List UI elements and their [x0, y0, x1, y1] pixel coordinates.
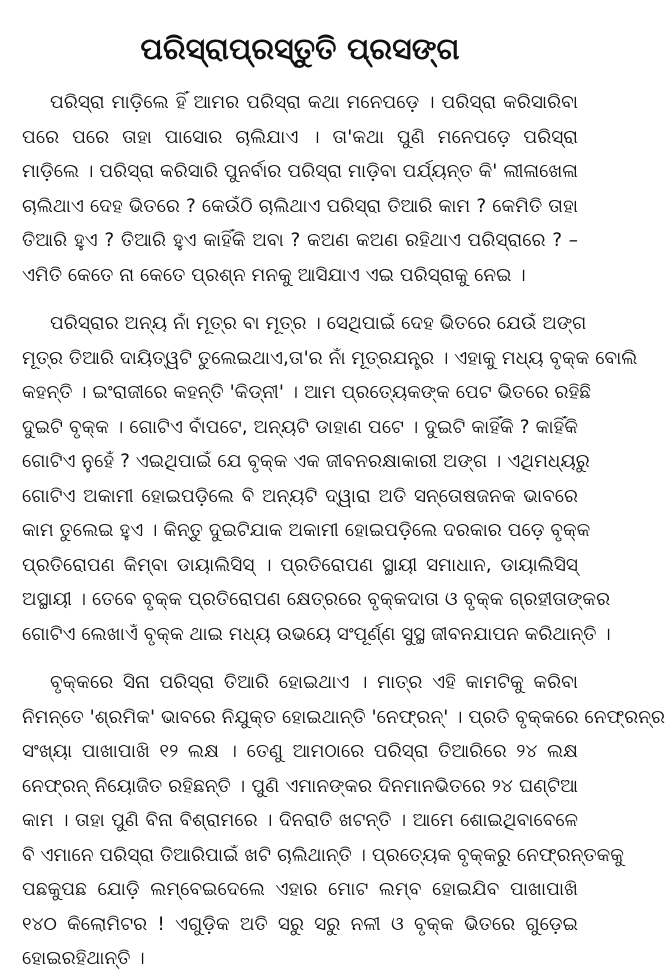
- text-line: ସଂଖ୍ୟା ପାଖାପାଖି ୧୨ ଲକ୍ଷ । ତେଣୁ ଆମଠାରେ ପରିସ୍ରା ତିଆରିରେ ୨୪ ଲକ୍ଷ: [22, 741, 578, 762]
- text-line: ଅସ୍ଥାୟୀ । ତେବେ ବୃକ୍କ ପ୍ରତିରୋପଣ କ୍ଷେତ୍ରରେ ବୃକ୍କଦାତା ଓ ବୃକ୍କ ଗ୍ରହୀତାଙ୍କର: [22, 589, 611, 610]
- text-line: ବି ଏମାନେ ପରିସ୍ରା ତିଆରିପାଇଁ ଖଟି ଚାଲିଥାନ୍ତି । ପ୍ରତ୍ୟେକ ବୃକ୍କରୁ ନେଫ୍ରନ୍‌ତକକୁ: [22, 844, 624, 866]
- text-line: ପରେ ପରେ ତାହା ପାସୋର ଚାଲିଯାଏ । ତା'କଥା ପୁଣି ମନେପଡ଼େ ପରିସ୍ରା: [22, 126, 578, 148]
- text-line: ଦୁଇଟି ବୃକ୍କ । ଗୋଟିଏ ବାଁପଟେ, ଅନ୍ୟଟି ଡାହାଣ ପଟେ । ଦୁଇଟି କାହିଁକି ? କାହିଁକି: [22, 416, 578, 438]
- text-line: ବୃକ୍କରେ ସିନା ପରିସ୍ରା ତିଆରି ହୋଇଥାଏ । ମାତ୍ର ଏହି କାମଟିକୁ କରିବା: [50, 672, 578, 693]
- text-line: ପରିସ୍ରାର ଅନ୍ୟ ନାଁ ମୂତ୍ର ବା ମୂତ୍ର । ସେଥିପାଇଁ ଦେହ ଭିତରେ ଯେଉଁ ଅଙ୍ଗ: [50, 313, 587, 334]
- text-line: ଗୋଟିଏ ଲେଖାଏଁ ବୃକ୍କ ଥାଇ ମଧ୍ୟ ଉଭୟେ ସଂପୂର୍ଣ୍ଣ ସୁସ୍ଥ ଜୀବନଯାପନ କରିଥାନ୍ତି ।: [22, 623, 611, 645]
- text-line: ପ୍ରତିରୋପଣ କିମ୍ବା ଡାୟାଲିସିସ୍ । ପ୍ରତିରୋପଣ ସ୍ଥାୟୀ ସମାଧାନ, ଡାୟାଲିସିସ୍: [22, 554, 578, 576]
- text-line: ତିଆରି ହୁଏ ? ତିଆରି ହୁଏ କାହିଁକି ଅବା ? କଅଣ କଅଣ ରହିଥାଏ ପରିସ୍ରାରେ ? –: [22, 230, 578, 251]
- text-line: ହୋଇରହିଥାନ୍ତି ।: [22, 948, 145, 969]
- text-line: ଏମିତି କେତେ ନା କେତେ ପ୍ରଶ୍ନ ମନକୁ ଆସିଯାଏ ଏଇ ପରିସ୍ରାକୁ ନେଇ ।: [22, 264, 526, 286]
- text-line: ଚାଲିଥାଏ ଦେହ ଭିତରେ ? କେଉଁଠି ଚାଲିଥାଏ ପରିସ୍ରା ତିଆରି କାମ ? କେମିତି ତାହା: [22, 195, 578, 217]
- text-line: ୧୪୦ କିଲୋମିଟର ! ଏଗୁଡ଼ିକ ଅତି ସରୁ ସରୁ ନଳୀ ଓ ବୃକ୍କ ଭିତରେ ଗୁଡ଼େଇ: [22, 913, 578, 935]
- text-line: କାମ ତୁଲେଇ ହୁଏ । କିନ୍ତୁ ଦୁଇଟିଯାକ ଅକାମୀ ହୋଇପଡ଼ିଲେ ଦରକାର ପଡ଼େ ବୃକ୍କ: [22, 520, 591, 541]
- text-line: ପଛକୁପଛ ଯୋଡ଼ି ଲମ୍ବେଇଦେଲେ ଏହାର ମୋଟ ଲମ୍ବ ହୋଇଯିବ ପାଖାପାଖି: [22, 879, 578, 900]
- text-line: ନେଫ୍ରନ୍ ନିୟୋଜିତ ରହିଛନ୍ତି । ପୁଣି ଏମାନଙ୍କର ଦିନମାନଭିତରେ ୨୪ ଘଣ୍ଟିଆ: [22, 775, 578, 797]
- text-line: କହନ୍ତି । ଇଂରାଜୀରେ କହନ୍ତି 'କିଡ୍‌ନୀ' । ଆମ ପ୍ରତ୍ୟେକଙ୍କ ପେଟ ଭିତରେ ରହିଛି: [22, 382, 592, 403]
- text-line: ଗୋଟିଏ ଅକାମୀ ହୋଇପଡ଼ିଲେ ବି ଅନ୍ୟଟି ଦ୍ୱାରା ଅତି ସନ୍ତୋଷଜନକ ଭାବରେ: [22, 485, 578, 507]
- text-line: କାମ । ତାହା ପୁଣି ବିନା ବିଶ୍ରାମରେ । ଦିନରାତି ଖଟନ୍ତି । ଆମେ ଶୋଇଥିବାବେଳେ: [22, 810, 578, 831]
- text-line: ନିମନ୍ତେ 'ଶ୍ରମିକ' ଭାବରେ ନିଯୁକ୍ତ ହୋଇଥାନ୍ତି 'ନେଫ୍ରନ୍' । ପ୍ରତି ବୃକ୍କରେ ନେଫ୍ରନ୍‌ର: [22, 706, 665, 728]
- paragraph: [22, 666, 665, 977]
- paragraph: [22, 86, 578, 293]
- text-line: ମୂତ୍ର ତିଆରି ଦାୟିତ୍ୱଟି ତୁଲେଇଥାଏ,ତା'ର ନାଁ ମୂତ୍ରଯନ୍ତ୍ର । ଏହାକୁ ମଧ୍ୟ ବୃକ୍କ ବୋଲି: [22, 347, 638, 369]
- text-line: ମାଡ଼ିଲେ । ପରିସ୍ରା କରିସାରି ପୁନର୍ବାର ପରିସ୍ରା ମାଡ଼ିବା ପର୍ଯ୍ୟନ୍ତ କି' ଲୀଳାଖେଳା: [22, 161, 578, 182]
- text-line: ଗୋଟିଏ ନୁହେଁ ? ଏଇଥିପାଇଁ ଯେ ବୃକ୍କ ଏକ ଜୀବନରକ୍ଷାକାରୀ ଅଙ୍ଗ । ଏଥିମଧ୍ୟରୁ: [22, 451, 590, 472]
- text-line: ପରିସ୍ରା ମାଡ଼ିଲେ ହିଁ ଆମର ପରିସ୍ରା କଥା ମନେପଡ଼େ । ପରିସ୍ରା କରିସାରିବା: [50, 92, 578, 113]
- paragraph: [22, 307, 638, 652]
- page-title: ପରିସ୍ରାପ୍ରସ୍ତୁତି ପ୍ରସଙ୍ଗ: [140, 32, 460, 67]
- article-body: [22, 86, 665, 977]
